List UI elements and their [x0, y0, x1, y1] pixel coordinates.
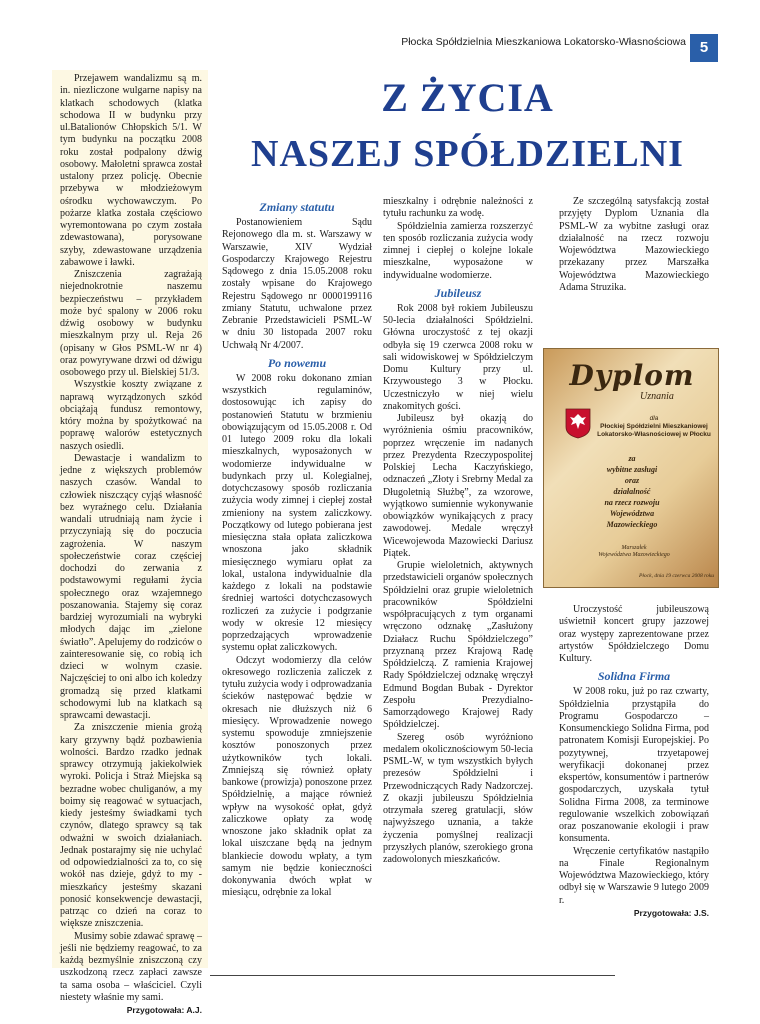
diploma-signature-block [574, 545, 694, 559]
heading-jubileusz: Jubileusz [434, 285, 482, 300]
diploma-line: działalność [613, 487, 651, 496]
heading-zmiany-statutu: Zmiany statutu [259, 200, 335, 214]
column-4-top [559, 196, 709, 346]
page-title-line-1: Z ŻYCIA [381, 75, 554, 120]
diploma-date: Płock, dnia 19 czerwca 2008 roku [639, 573, 714, 579]
col2-paragraph-1: Postanowieniem Sądu Rejonowego dla m. st. Warszawy w Warszawie, XIV Wydział Gospodarczy Krajowego Rejestru Sądowego z dnia 15.05.2008 roku zostały wpisane do Krajowego Rejestru Sądowego nr 0000199116 zmiany Statutu, uchwalone przez Zebranie Przedstawicieli PSML-W w dniu 30 listopada 2007 roku Uchwałą Nr 4/2007. [222, 217, 372, 351]
diploma-line: za [628, 454, 636, 463]
diploma-body [558, 453, 706, 530]
col3-paragraph-1: mieszkalny i odrębnie należności z tytułu rachunku za wodę. [383, 196, 533, 220]
diploma-subtitle: Uznania [640, 391, 674, 402]
col3-paragraph-5: Grupie wieloletnich, aktywnych przedstawicieli organów społecznych Spółdzielni oraz grupie wieloletnich pracowników Spółdzielni współpracujących z tym organami wręczono odznakę „Zasłużony Działacz Ruchu Spółdzielczego” przyznaną przez Krajową Radę Spółdzielczą. Z ramienia Krajowej Rady Spółdzielczej odznakę wręczył Edmund Bogdan Bubak - Dyrektor Zespołu Prezydialno-Samorządowego Krajowej Rady Spółdzielczej. [383, 560, 533, 731]
diploma-line: na rzecz rozwoju [604, 498, 660, 507]
col4-paragraph-4: Wręczenie certyfikatów nastąpiło na Finale Regionalnym Województwa Mazowieckiego, który odbył się w Warszawie 9 lutego 2009 r. [559, 845, 709, 906]
left-paragraph-3: Wszystkie koszty związane z naprawą wyrządzonych szkód obciążają fundusz remontowy, który można by spożytkować na poprawę walorów estetycznych naszych osiedli. [60, 379, 202, 452]
column-4-bottom [559, 604, 709, 966]
diploma-line: Mazowieckiego [606, 520, 658, 529]
col2-paragraph-2: W 2008 roku dokonano zmian wszystkich regulaminów, dostosowując ich zapisy do postanowień Statutu w brzmieniu obowiązującym od 15.05.2008 r. Od 01 lutego 2009 roku dla lokali mieszkalnych, wyposażonych w wodomierze indywidualne w budynkach przy ul. Kolegialnej, dotychczasowy sposób rozliczania zużycia wody zimnej i ciepłej został zmieniony na system zaliczkowy. Początkowy od lutego pobierana jest miesięczna stała opłata zaliczkowa wnoszona jako składnik miesięcznego wymiaru opłat za lokal, ustalona indywidualnie dla każdego z lokali na podstawie średniej wartości dotychczasowych rozliczeń za zużycie i podgrzanie wody w okresie 12 miesięcy poprzedzających wprowadzenie systemu opłat zaliczkowych. [222, 372, 372, 654]
col4-paragraph-1: Ze szczególną satysfakcją został przyjęty Dyplom Uznania dla PSML-W za wybitne zasługi oraz działalność na rzecz rozwoju Województwa Mazowieckiego przekazany przez Marszałka Województwa Mazowieckiego Adama Struzika. [559, 196, 709, 293]
col2-paragraph-3: Odczyt wodomierzy dla celów okresowego rozliczenia zaliczek z tytułu zużycia wody i odprowadzania ścieków następować będzie w okresach nie dłuższych niż 6 miesięcy. Wprowadzenie nowego systemu spowoduje zmniejszenie kosztów ponoszonych przez użytkowników tych lokali. Zmniejszą się również opłaty bankowe (prowizja) ponoszone przez Spółdzielnię, a mające również wpływ na wysokość opłat, gdyż zaliczkowe opłaty za wodę wnoszone jako składnik opłat za lokal uiszczane będą na jednym blankiecie dowodu wpłaty, a tym samym nie będzie konieczności dokonywania dwóch wpłat w miesiącu, odrębnie za lokal [222, 654, 372, 899]
left-signature: Przygotowała: A.J. [126, 1005, 202, 1015]
page-number: 5 [690, 34, 718, 62]
diploma-dla: dla [649, 415, 659, 422]
publication-header: Płocka Spółdzielnia Mieszkaniowa Lokatorsko-Własnościowa [401, 36, 686, 48]
footer-divider [210, 975, 615, 976]
col4-signature: Przygotowała: J.S. [633, 907, 709, 918]
left-paragraph-5: Za zniszczenie mienia grożą kary grzywny bądź pozbawienia wolności. Bardzo rzadko jednak sprawcy otrzymują jakiekolwiek wyroki. Policja i Straż Miejska są bezradne wobec chuliganów, a my boimy się reagować w sytuacjach, kiedy jesteśmy świadkami tych czynów, dlatego sprawcy są tak odważni w swoich działaniach. Jednak postarajmy się nie uchylać od odpowiedzialności za to, co się wokół nas dzieje, gdyż to my - mieszkańcy jesteśmy skazani ponosić konsekwencje dewastacji, patrząc co dzień na coraz to większe zniszczenia. [60, 722, 202, 930]
diploma-line: oraz [624, 476, 640, 485]
diploma-title: Dyplom [569, 359, 695, 392]
page-title-line-2: NASZEJ SPÓŁDZIELNI [251, 133, 684, 175]
col4-paragraph-2: Uroczystość jubileuszową uświetnił koncert grupy jazzowej oraz występy zaprezentowane przez artystów Spółdzielczego Domu Kultury. [559, 604, 709, 664]
col3-paragraph-3: Rok 2008 był rokiem Jubileuszu 50-lecia działalności Spółdzielni. Główna uroczystość z tej okazji odbyła się 19 czerwca 2008 roku w sali widowiskowej w Spółdzielczym Domu Kultury przy ul. Krzywoustego 3 w Płocku. Uczestniczyło w niej wielu znakomitych gości. [383, 302, 533, 412]
heading-po-nowemu: Po nowemu [267, 355, 327, 370]
diploma-recipient [596, 415, 712, 439]
col3-paragraph-4: Jubileusz był okazją do wyróżnienia ośmiu pracowników, poprzez wręczenie im nadanych przez Prezydenta Rzeczypospolitej Polskiej Lecha Kaczyńskiego, odznaczeń „Złoty i Srebrny Medal za Długoletnią Służbę”, za wzorowe, wyjątkowo sumiennie wykonywanie obowiązków wynikających z pracy zawodowej. Medale wręczył Wicewojewoda Mazowiecki Dariusz Piątek. [383, 413, 533, 559]
col3-paragraph-6: Szereg osób wyróżniono medalem okolicznościowym 50-lecia PSML-W, w tym wszystkich byłych prezesów Spółdzielni i Przewodniczących Rady Nadzorczej. Z okazji jubileuszu Spółdzielnia otrzymała szereg gratulacji, słów najwyższego uznania, a także życzenia pomyślnej realizacji przyszłych planów, szerokiego grona zadowolonych mieszkańców. [383, 731, 533, 865]
diploma-signer-role: Marszałek [621, 545, 647, 551]
heading-solidna-firma: Solidna Firma [597, 669, 671, 684]
coat-of-arms-icon [564, 407, 592, 439]
left-paragraph-4: Dewastacje i wandalizm to jedne z większych problemów naszych czasów. Wandal to człowiek niszczący cyjąś własność bez wyraźnego celu. Działania wandali utrudniają nam życie i przyczyniają się do poczucia zagrożenia. W naszym społeczeństwie coraz częściej dochodzi do zerwania z podstawowymi regułami życia społecznego oraz wzajemnego poszanowania. Stajemy się coraz bardziej wyrozumiali na wybryki młodych dając im „zielone światło”. Apelujemy do rodziców o zainteresowanie się, co robią ich dzieci w wolnym czasie. Najczęściej to oni albo ich koledzy gromadzą się przed klatkami schodowymi lub na klatkach są sprawcami dewastacji. [60, 452, 202, 721]
diploma-image [543, 348, 719, 588]
left-paragraph-2: Zniszczenia zagrażają niejednokrotnie naszemu bezpieczeństwu – przykładem może być spalony w 2006 roku dźwig osobowy w budynku mieszkalnym przy ul. Reja 26 (opisany w Głos PSML-W nr 4) oraz powyrywane drzwi od dźwigu osobowego przy ul. Bielskiej 51/3. [60, 269, 202, 378]
diploma-line: Województwa [609, 509, 655, 518]
left-paragraph-1: Przejawem wandalizmu są m. in. niezliczone wulgarne napisy na klatkach schodowych (klatka schodowa II w budynku przy ul.Batalionów Chłopskich 5/1. W tym budynku na początku 2008 roku został podpalony dźwig osobowy. Małoletni sprawca został ustalony przez policję. Obecnie przebywa w młodzieżowym ośrodku wychowawczym. Po pożarze klatka została częściowo wyremontowana po czym została zdewastowana), porysowane szyby, zdewastowane urządzenia zabawowe i ławki. [60, 73, 202, 268]
diploma-line: wybitne zasługi [606, 465, 658, 474]
diploma-signer-office: Województwa Mazowieckiego [598, 552, 670, 558]
left-article [52, 70, 208, 1015]
column-3 [383, 196, 533, 966]
column-2 [222, 196, 372, 966]
col3-paragraph-2: Spółdzielnia zamierza rozszerzyć ten sposób rozliczania zużycia wody zimnej i ciepłej o kolejne lokale mieszkalne, wyposażone w indywidualne wodomierze. [383, 220, 533, 281]
col4-paragraph-3: W 2008 roku, już po raz czwarty, Spółdzielnia przystąpiła do Programu Gospodarczo – Konsumenckiego Solidna Firma, pod patronatem Komisji Europejskiej. Po pozytywnej, trzyetapowej weryfikacji dokonanej przez ekspertów, konsumentów i partnerów gospodarczych, uzyskała tytuł Solidna Firma 2008, za terminowe regulowanie wszelkich zobowiązań oraz poszanowanie ekologii i praw konsumenta. [559, 686, 709, 845]
left-paragraph-6: Musimy sobie zdawać sprawę – jeśli nie będziemy reagować, to za każdą bezmyślnie zniszczoną czy uszkodzoną rzecz zapłaci zawsze ta sama osoba – właściciel. Czyli niestety właśnie my sami. [60, 930, 202, 1003]
diploma-recipient-text: Płockiej Spółdzielni Mieszkaniowej Lokatorsko-Własnościowej w Płocku [597, 423, 711, 438]
